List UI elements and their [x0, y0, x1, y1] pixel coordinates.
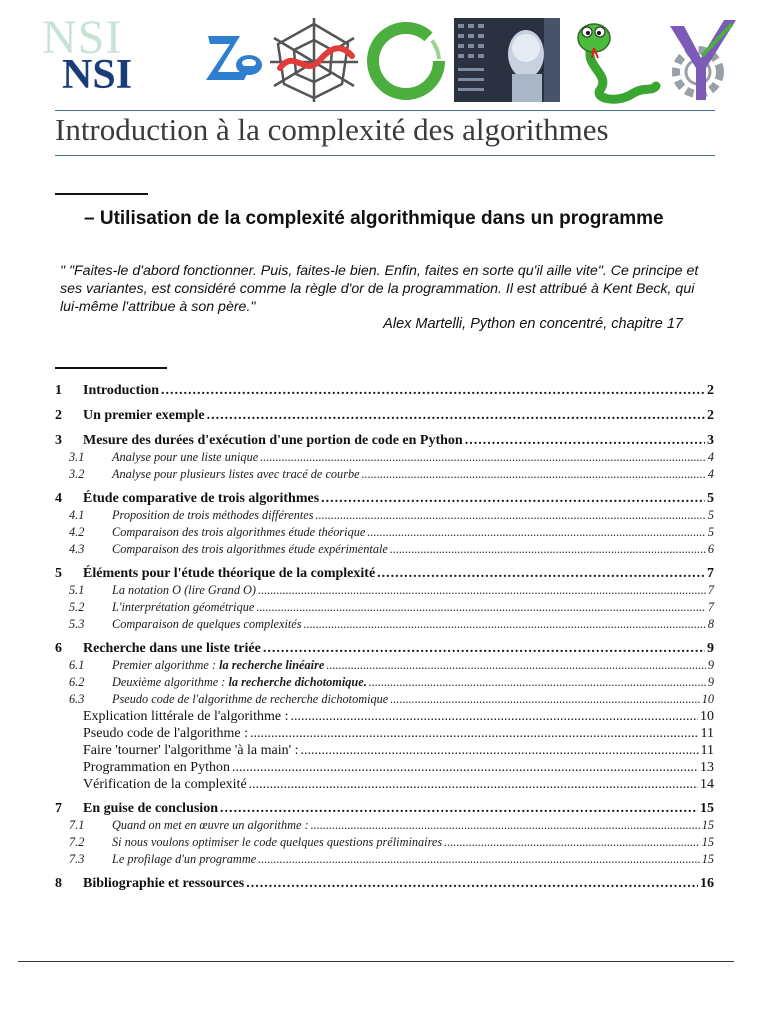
toc-entry-page: 9	[707, 658, 714, 672]
toc-entry-title: Deuxième algorithme : la recherche dichotomique.	[112, 675, 367, 689]
toc-entry-title: Pseudo code de l'algorithme :	[83, 726, 249, 741]
toc-entry-number: 8	[55, 876, 62, 891]
toc-entry-page: 7	[707, 600, 714, 614]
toc-entry-page: 15	[701, 818, 714, 832]
toc-entry[interactable]	[55, 467, 714, 482]
toc-entry[interactable]	[55, 617, 714, 632]
toc-entry-number: 6.2	[69, 675, 85, 689]
toc-entry-page: 7	[707, 583, 714, 597]
toc-dot-leader	[256, 600, 706, 615]
toc-dot-leader	[377, 566, 705, 582]
toc-dot-leader	[316, 508, 706, 523]
toc-entry-title: Étude comparative de trois algorithmes	[83, 491, 320, 506]
toc-entry[interactable]	[55, 566, 714, 582]
toc-entry-title: Mesure des durées d'exécution d'une portion de code en Python	[83, 433, 463, 448]
toc-entry-page: 15	[700, 801, 714, 816]
toc-dot-leader	[369, 675, 706, 690]
toc-entry-page: 14	[700, 777, 714, 792]
toc-entry[interactable]	[55, 726, 714, 742]
toc-dot-leader	[250, 726, 698, 742]
toc-entry-page: 6	[707, 542, 714, 556]
toc-entry-page: 5	[707, 508, 714, 522]
toc-entry-number: 2	[55, 408, 62, 423]
epigraph-quote: " "Faites-le d'abord fonctionner. Puis, faites-le bien. Enfin, faites en sorte qu'il aille vite". Ce principe et ses variantes, est considéré comme la règle d'or de la programmation. Il est attribué à Kent Beck, qui lui-même l'attribue à son père."	[60, 263, 699, 315]
toc-dot-leader	[207, 408, 705, 424]
toc-entry[interactable]	[55, 692, 714, 707]
toc-entry-number: 7.3	[69, 852, 85, 866]
toc-dot-leader	[260, 450, 706, 465]
toc-dot-leader	[390, 692, 699, 707]
toc-dot-leader	[304, 617, 706, 632]
snake-mascot-icon	[572, 16, 664, 106]
toc-entry-number: 3	[55, 433, 62, 448]
toc-entry-number: 4.3	[69, 542, 85, 556]
toc-entry[interactable]	[55, 433, 714, 449]
toc-entry-page: 10	[701, 692, 714, 706]
toc-entry-title: Pseudo code de l'algorithme de recherche dichotomique	[112, 692, 389, 706]
epigraph-author: Alex Martelli, Python en concentré, chapitre 17	[383, 316, 683, 332]
toc-entry-title: Introduction	[83, 383, 159, 398]
toc-entry-number: 6.1	[69, 658, 85, 672]
toc-entry-page: 5	[707, 491, 714, 506]
title-bottom-rule	[55, 155, 715, 156]
toc-entry-title: Vérification de la complexité	[83, 777, 247, 792]
toc-entry-title: Le profilage d'un programme	[112, 852, 257, 866]
toc-entry-page: 11	[700, 726, 714, 741]
ze-logo-icon	[204, 32, 264, 84]
toc-dot-leader	[263, 641, 705, 657]
toc-entry-page: 10	[700, 709, 714, 724]
toc-entry-title: Recherche dans une liste triée	[83, 641, 261, 656]
toc-entry-page: 8	[707, 617, 714, 631]
toc-dot-leader	[367, 525, 706, 540]
toc-entry-page: 15	[701, 852, 714, 866]
footer-rule	[18, 961, 734, 962]
y-gear-logo-icon	[662, 16, 742, 106]
toc-entry-page: 15	[701, 835, 714, 849]
toc-entry-page: 2	[707, 383, 714, 398]
toc-entry[interactable]	[55, 760, 714, 776]
toc-entry-number: 3.1	[69, 450, 85, 464]
toc-entry-number: 4.1	[69, 508, 85, 522]
nsi-logo: NSI	[62, 52, 133, 98]
toc-entry-title: Explication littérale de l'algorithme :	[83, 709, 289, 724]
toc-dot-leader	[326, 658, 706, 673]
toc-entry-title: Comparaison des trois algorithmes étude théorique	[112, 525, 366, 539]
toc-entry-number: 6.3	[69, 692, 85, 706]
toc-entry-number: 1	[55, 383, 62, 398]
toc-entry-number: 7	[55, 801, 62, 816]
toc-entry-title: Analyse pour plusieurs listes avec tracé de courbe	[112, 467, 360, 481]
toc-entry-title: Comparaison de quelques complexités	[112, 617, 302, 631]
toc-dot-leader	[321, 491, 705, 507]
toc-rule	[55, 367, 167, 369]
toc-entry-page: 4	[707, 467, 714, 481]
toc-entry-page: 3	[707, 433, 714, 448]
toc-entry[interactable]	[55, 583, 714, 598]
toc-entry-page: 4	[707, 450, 714, 464]
toc-dot-leader	[311, 818, 700, 833]
toc-entry[interactable]	[55, 852, 714, 867]
title-top-rule	[55, 110, 715, 111]
toc-entry-title: Quand on met en œuvre un algorithme :	[112, 818, 309, 832]
toc-entry-page: 5	[707, 525, 714, 539]
toc-entry-title: Premier algorithme : la recherche linéaire	[112, 658, 325, 672]
toc-entry[interactable]	[55, 743, 714, 759]
toc-entry-title: Proposition de trois méthodes différentes	[112, 508, 314, 522]
toc-entry[interactable]	[55, 450, 714, 465]
toc-dot-leader	[232, 760, 698, 776]
toc-entry-number: 5.1	[69, 583, 85, 597]
toc-entry-title: Analyse pour une liste unique	[112, 450, 259, 464]
spider-web-icon	[270, 18, 358, 102]
toc-dot-leader	[246, 876, 698, 892]
toc-entry[interactable]	[55, 383, 714, 399]
toc-dot-leader	[258, 852, 700, 867]
toc-entry-page: 13	[700, 760, 714, 775]
heading-rule	[55, 193, 148, 195]
toc-entry[interactable]	[55, 709, 714, 725]
document-title: Introduction à la complexité des algorithmes	[55, 112, 609, 147]
toc-entry-title: Faire 'tourner' l'algorithme 'à la main' :	[83, 743, 299, 758]
toc-dot-leader	[362, 467, 706, 482]
toc-entry-number: 4	[55, 491, 62, 506]
toc-entry[interactable]	[55, 777, 714, 793]
toc-entry-number: 7.2	[69, 835, 85, 849]
header-banner	[36, 11, 736, 106]
toc-entry-number: 4.2	[69, 525, 85, 539]
toc-entry[interactable]	[55, 542, 714, 557]
toc-entry-title: Si nous voulons optimiser le code quelques questions préliminaires	[112, 835, 443, 849]
toc-dot-leader	[161, 383, 705, 399]
toc-entry[interactable]	[55, 600, 714, 615]
toc-dot-leader	[258, 583, 706, 598]
toc-entry-number: 5.3	[69, 617, 85, 631]
toc-dot-leader	[249, 777, 698, 793]
toc-entry[interactable]	[55, 876, 714, 892]
toc-entry-number: 5	[55, 566, 62, 581]
toc-entry-title: Comparaison des trois algorithmes étude expérimentale	[112, 542, 388, 556]
toc-entry-page: 11	[700, 743, 714, 758]
toc-entry-page: 7	[707, 566, 714, 581]
toc-entry[interactable]	[55, 835, 714, 850]
toc-entry-title: Éléments pour l'étude théorique de la complexité	[83, 566, 376, 581]
toc-entry-page: 2	[707, 408, 714, 423]
toc-entry[interactable]	[55, 491, 714, 507]
toc-entry-emphasis: la recherche linéaire	[219, 658, 325, 672]
toc-dot-leader	[444, 835, 700, 850]
toc-dot-leader	[465, 433, 705, 449]
section-heading-text: – Utilisation de la complexité algorithmique dans un programme	[84, 208, 664, 229]
toc-entry[interactable]	[55, 408, 714, 424]
toc-dot-leader	[390, 542, 706, 557]
toc-dot-leader	[290, 709, 698, 725]
toc-entry-title: Bibliographie et ressources	[83, 876, 245, 891]
toc-entry-number: 3.2	[69, 467, 85, 481]
toc-entry[interactable]	[55, 658, 714, 673]
robot-face-image	[454, 18, 560, 102]
toc-dot-leader	[220, 801, 698, 817]
toc-entry[interactable]	[55, 675, 714, 690]
toc-entry-title: Un premier exemple	[83, 408, 205, 423]
toc-entry-number: 5.2	[69, 600, 85, 614]
toc-entry-title: La notation O (lire Grand O)	[112, 583, 257, 597]
green-ring-icon	[360, 16, 452, 106]
toc-entry-number: 6	[55, 641, 62, 656]
toc-entry[interactable]	[55, 525, 714, 540]
toc-entry-page: 9	[707, 675, 714, 689]
toc-entry-title: Programmation en Python	[83, 760, 230, 775]
section-heading	[60, 206, 700, 231]
toc-entry-page: 16	[700, 876, 714, 891]
toc-entry-title: L'interprétation géométrique	[112, 600, 255, 614]
toc-entry[interactable]	[55, 818, 714, 833]
toc-entry-number: 7.1	[69, 818, 85, 832]
nsi-ghost-logo: NSI	[42, 11, 123, 64]
toc-entry[interactable]	[55, 641, 714, 657]
toc-entry-title: En guise de conclusion	[83, 801, 218, 816]
toc-dot-leader	[301, 743, 699, 759]
toc-entry[interactable]	[55, 508, 714, 523]
toc-entry-page: 9	[707, 641, 714, 656]
toc-entry[interactable]	[55, 801, 714, 817]
toc-entry-emphasis: la recherche dichotomique.	[228, 675, 367, 689]
